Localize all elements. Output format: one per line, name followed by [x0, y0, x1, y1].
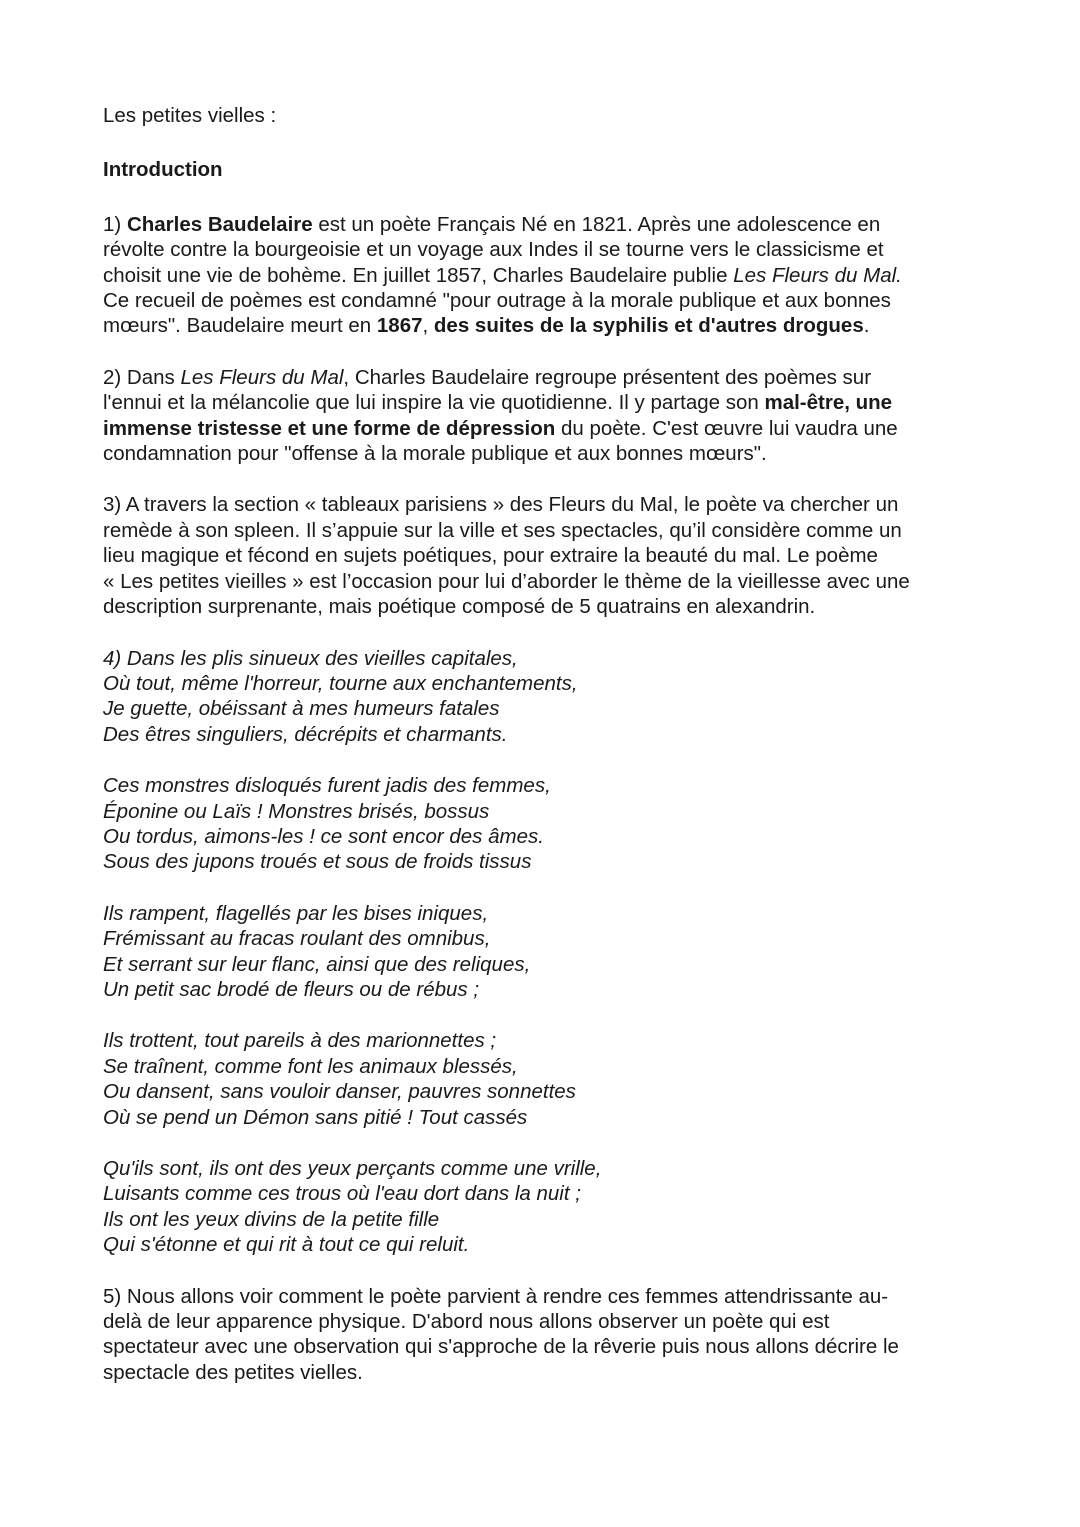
- poem-verse: Où se pend un Démon sans pitié ! Tout cassés: [103, 1105, 528, 1129]
- text-run: ,: [422, 314, 434, 338]
- poem-verse: Un petit sac brodé de fleurs ou de rébus ;: [103, 977, 480, 1001]
- paragraph-5-line-3: spectateur avec une observation qui s'approche de la rêverie puis nous allons décrire le: [103, 1335, 899, 1359]
- paragraph-3-line-3: lieu magique et fécond en sujets poétiques, pour extraire la beauté du mal. Le poème: [103, 544, 878, 568]
- document-page: [103, 103, 973, 1411]
- author-name: Charles Baudelaire: [126, 212, 313, 236]
- poem-verse: Je guette, obéissant à mes humeurs fatales: [103, 697, 500, 721]
- text-run: 2) Dans: [103, 365, 181, 389]
- paragraph-1-line-2: révolte contre la bourgeoisie et un voyage aux Indes il se tourne vers le classicisme et: [103, 238, 884, 262]
- poem-verse: Qui s'étonne et qui rit à tout ce qui reluit.: [103, 1233, 470, 1257]
- paragraph-2-line-2: [103, 390, 973, 415]
- poem-verse: Ou tordus, aimons-les ! ce sont encor des âmes.: [103, 824, 544, 848]
- death-cause: des suites de la syphilis et d'autres drogues: [433, 314, 864, 338]
- text-run: .: [863, 314, 870, 338]
- text-run: choisit une vie de bohème. En juillet 1857, Charles Baudelaire publie: [103, 263, 734, 287]
- text-run: du poète. C'est œuvre lui vaudra une: [555, 416, 898, 440]
- paragraph-5-line-4: spectacle des petites vielles.: [103, 1360, 363, 1384]
- paragraph-5-line-1: 5) Nous allons voir comment le poète parvient à rendre ces femmes attendrissante au-: [103, 1284, 889, 1308]
- poem-verse: Ils rampent, flagellés par les bises iniques,: [103, 901, 489, 925]
- poem-stanza-5: [103, 1156, 973, 1258]
- paragraph-3-line-2: remède à son spleen. Il s’appuie sur la ville et ses spectacles, qu’il considère comme un: [103, 518, 902, 542]
- document-title: [103, 103, 973, 128]
- poem-verse: Ou dansent, sans vouloir danser, pauvres sonnettes: [103, 1080, 576, 1104]
- poem-verse: Des êtres singuliers, décrépits et charmants.: [103, 722, 508, 746]
- poem-verse: Ils ont les yeux divins de la petite fille: [103, 1207, 440, 1231]
- poem-verse: Et serrant sur leur flanc, ainsi que des reliques,: [103, 952, 531, 976]
- emphasis-text: immense tristesse et une forme de dépression: [103, 416, 556, 440]
- poem-verse: Ces monstres disloqués furent jadis des femmes,: [103, 774, 551, 798]
- death-year: 1867: [376, 314, 423, 338]
- paragraph-3-line-4: « Les petites vieilles » est l’occasion pour lui d’aborder le thème de la vieillesse avec une: [103, 569, 910, 593]
- paragraph-3: [103, 492, 973, 619]
- paragraph-2-line-1: [103, 365, 973, 390]
- text-run: l'ennui et la mélancolie que lui inspire la vie quotidienne. Il y partage son: [103, 391, 765, 415]
- poem-stanza-2: [103, 773, 973, 875]
- paragraph-3-line-5: description surprenante, mais poétique composé de 5 quatrains en alexandrin.: [103, 595, 816, 619]
- poem-verse: Éponine ou Laïs ! Monstres brisés, bossus: [103, 799, 490, 823]
- title-text: Les petites vielles :: [103, 104, 277, 127]
- emphasis-text: mal-être, une: [764, 391, 893, 415]
- text-run: est un poète Français Né en 1821. Après une adolescence en: [312, 212, 881, 236]
- paragraph-1-line-3: [103, 263, 973, 288]
- poem-verse: 4) Dans les plis sinueux des vieilles capitales,: [103, 646, 518, 670]
- poem-verse: Frémissant au fracas roulant des omnibus,: [103, 927, 491, 951]
- paragraph-1-line-5: [103, 313, 973, 338]
- paragraph-1: [103, 212, 973, 339]
- book-title: Les Fleurs du Mal: [180, 365, 344, 389]
- paragraph-1-line-4: Ce recueil de poèmes est condamné "pour outrage à la morale publique et aux bonnes: [103, 289, 891, 313]
- paragraph-5: [103, 1284, 973, 1386]
- paragraph-3-line-1: 3) A travers la section « tableaux parisiens » des Fleurs du Mal, le poète va chercher un: [103, 493, 899, 517]
- paragraph-2-line-3: [103, 416, 973, 441]
- poem-stanza-1: [103, 646, 973, 748]
- introduction-heading-text: Introduction: [103, 158, 223, 182]
- poem-stanza-3: [103, 901, 973, 1003]
- introduction-heading: [103, 157, 973, 182]
- poem-verse: Qu'ils sont, ils ont des yeux perçants comme une vrille,: [103, 1157, 602, 1180]
- paragraph-1-line-1: [103, 212, 973, 237]
- poem-verse: Ils trottent, tout pareils à des marionnettes ;: [103, 1029, 497, 1053]
- paragraph-5-line-2: delà de leur apparence physique. D'abord nous allons observer un poète qui est: [103, 1310, 830, 1334]
- text-run: , Charles Baudelaire regroupe présentent des poèmes sur: [343, 365, 872, 389]
- poem-verse: Où tout, même l'horreur, tourne aux enchantements,: [103, 671, 578, 695]
- poem-stanza-4: [103, 1028, 973, 1130]
- poem-verse: Sous des jupons troués et sous de froids tissus: [103, 850, 532, 874]
- poem-verse: Se traînent, comme font les animaux blessés,: [103, 1054, 518, 1078]
- paragraph-2: [103, 365, 973, 467]
- text-run: 1): [103, 212, 127, 236]
- paragraph-2-line-4: condamnation pour "offense à la morale publique et aux bonnes mœurs".: [103, 442, 767, 466]
- poem-verse: Luisants comme ces trous où l'eau dort dans la nuit ;: [103, 1182, 581, 1206]
- book-title: Les Fleurs du Mal.: [733, 263, 902, 287]
- text-run: mœurs". Baudelaire meurt en: [103, 314, 377, 338]
